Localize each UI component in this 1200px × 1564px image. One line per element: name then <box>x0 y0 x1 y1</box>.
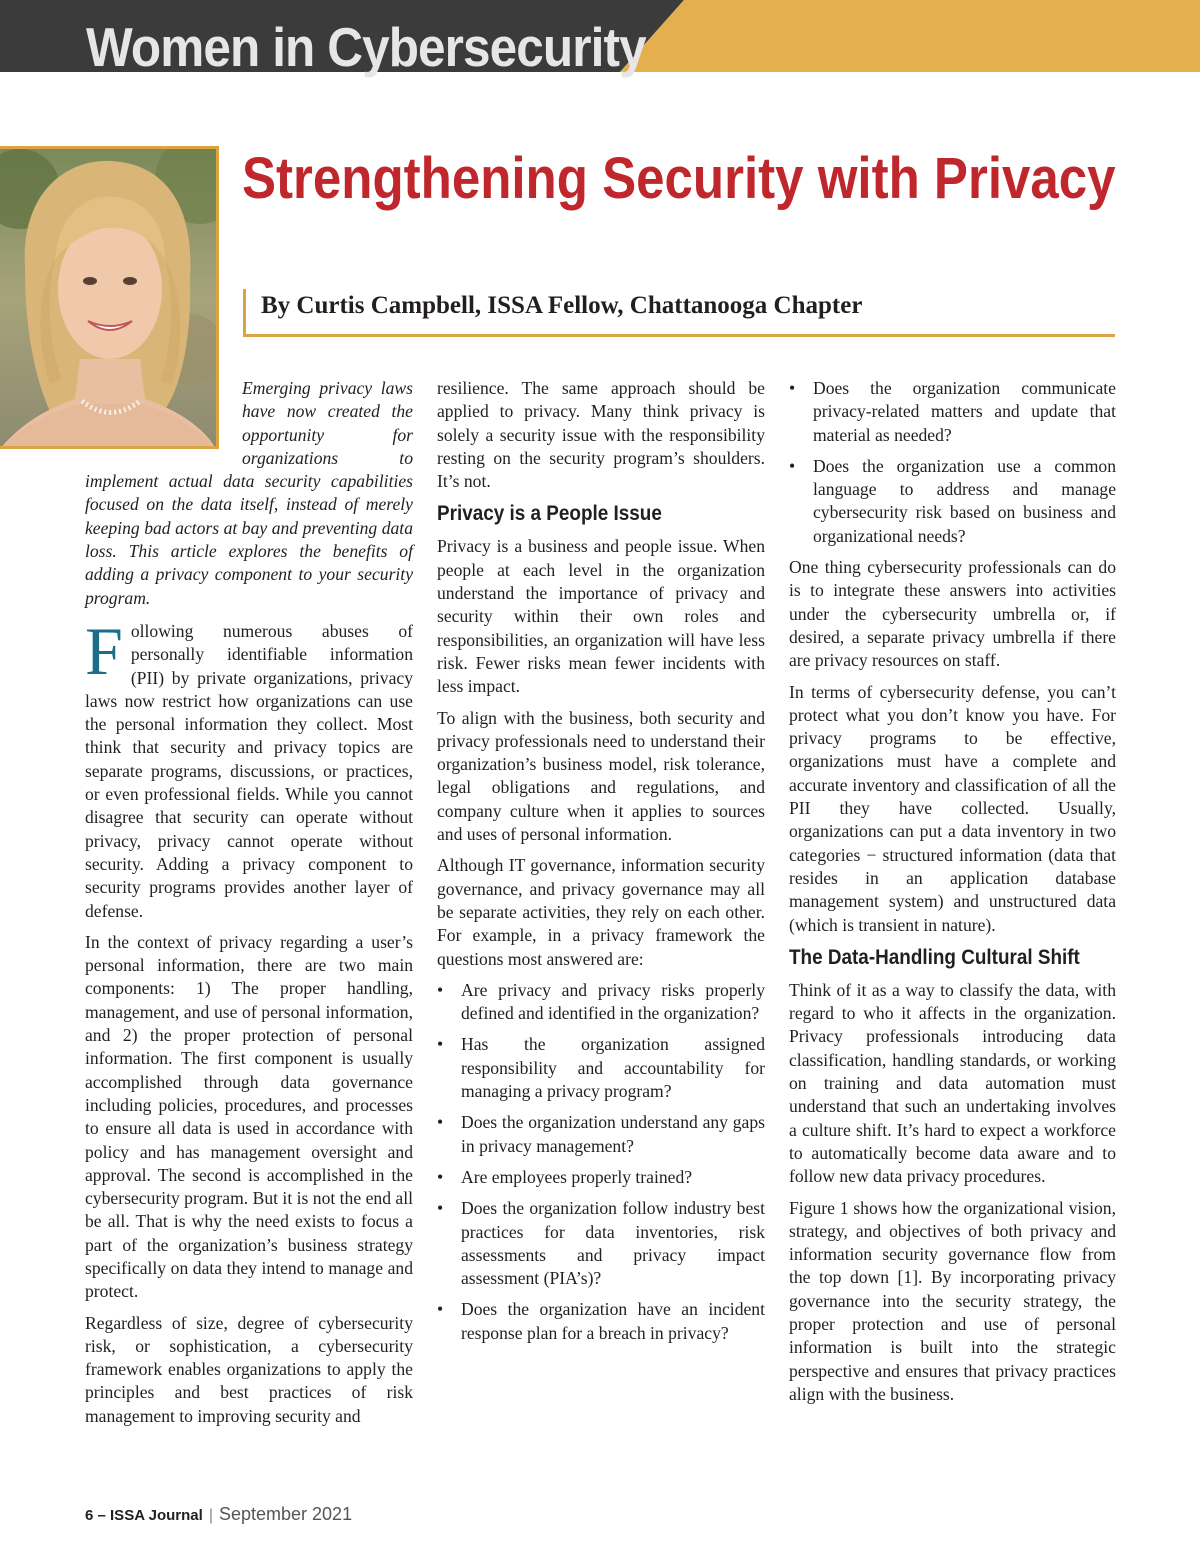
list-item: • Has the organization assigned responsibility and accountability for managing a privacy program? <box>437 1033 765 1103</box>
paragraph-1 <box>85 612 413 923</box>
paragraph-11: Figure 1 shows how the organizational vision, strategy, and objectives of both privacy and information security governance flow from the top down [1]. By incorporating privacy governance into the security strategy, the proper protection and use of personal information is built into the strategic perspective and ensures that privacy practices align with the business. <box>789 1197 1116 1404</box>
page-footer <box>85 1504 352 1525</box>
drop-cap: F <box>85 612 123 689</box>
subheading-privacy-people: Privacy is a People Issue <box>437 502 662 526</box>
paragraph-9: In terms of cybersecurity defense, you can’t protect what you don’t know you have. For privacy programs to be effective, organizations must have a complete and accurate inventory and classification of all the PII they have collected. Usually, organizations can put a data inventory in two categories − structured information (data that resides in an application database management system) and unstructured data (which is transient in nature). <box>789 681 1116 935</box>
paragraph-2: In the context of privacy regarding a user’s personal information, there are two main components: 1) The proper handling, management, and use of personal information, and 2) the proper protection of personal information. The first component is usually accomplished through data governance including policies, procedures, and processes to ensure all data is used in accordance with policy and has management oversight and approval. The second is accomplished in the cybersecurity program. But it is not the end all be all. That is why the need exists to focus a part of the organization’s business strategy specifically on data they intend to manage and protect. <box>85 931 413 1302</box>
issue-date: September 2021 <box>218 1504 353 1524</box>
paragraph-5: Privacy is a business and people issue. When people at each level in the organization understand the importance of privacy and security within their own roles and responsibilities, an organization will have less risk. Fewer risks mean fewer incidents with less impact. <box>437 536 765 697</box>
paragraph-4: resilience. The same approach should be applied to privacy. Many think privacy is solely a security issue with the responsibility resting on the security program’s shoulders. It’s not. <box>437 378 765 492</box>
subheading-data-handling: The Data-Handling Cultural Shift <box>789 945 1080 969</box>
paragraph-10: Think of it as a way to classify the data, with regard to who it affects in the organization. Privacy professionals introducing data classification, handling standards, or working on training and data automation must understand that such an undertaking involves a culture shift. It’s hard to expect a workforce to automatically become data aware and to follow new data privacy procedures. <box>789 979 1116 1187</box>
byline <box>243 289 1115 337</box>
article-title: Strengthening Security with Privacy <box>242 146 1116 211</box>
question-list <box>437 979 765 1345</box>
list-item: • Does the organization have an incident response plan for a breach in privacy? <box>437 1298 765 1345</box>
paragraph-7: Although IT governance, information security governance, and privacy governance may all be separate activities, they rely on each other. For example, in a privacy framework the questions most answered are: <box>437 855 765 969</box>
page-number: 6 – ISSA Journal <box>85 1507 203 1524</box>
article-intro: Emerging privacy laws have now created the opportunity for organizations to implement actual data security capabilities focused on the data itself, instead of merely keeping bad actors at bay and preventing data loss. This article explores the benefits of adding a privacy component to your security program. <box>85 378 413 608</box>
paragraph-8: One thing cybersecurity professionals can do is to integrate these answers into activities under the cybersecurity umbrella or, if desired, a separate privacy umbrella if there are privacy resources on staff. <box>789 557 1116 671</box>
photo-wrap-space <box>85 377 242 470</box>
article-column-1 <box>85 377 413 1436</box>
paragraph-6: To align with the business, both security and privacy professionals need to understand their organization’s business model, risk tolerance, legal obligations and regulations, and company culture when it applies to sources and uses of personal information. <box>437 707 765 845</box>
list-item: • Does the organization communicate privacy-related matters and update that material as needed? <box>789 377 1116 447</box>
list-item: • Are employees properly trained? <box>437 1166 765 1189</box>
section-title: Women in Cybersecurity <box>86 16 646 78</box>
list-item: • Does the organization follow industry best practices for data inventories, risk assessments and privacy impact assessment (PIA’s)? <box>437 1197 765 1290</box>
article-column-2 <box>437 377 765 1353</box>
article-column-3 <box>789 377 1116 1414</box>
paragraph-3: Regardless of size, degree of cybersecurity risk, or sophistication, a cybersecurity framework enables organizations to apply the principles and best practices of risk management to improving security and <box>85 1312 413 1426</box>
question-list-continued <box>789 377 1116 548</box>
list-item: • Does the organization understand any gaps in privacy management? <box>437 1111 765 1158</box>
byline-text: By Curtis Campbell, ISSA Fellow, Chattanooga Chapter <box>261 292 863 319</box>
paragraph-1-text: ollowing numerous abuses of personally identifiable information (PII) by private organizations, privacy laws now restrict how organizations can use the personal information they collect. Most think that security and privacy topics are separate programs, discussions, or practices, or even professional fields. While you cannot disagree that security can operate without privacy, privacy cannot operate without security. Adding a privacy component to security programs provides another layer of defense. <box>85 620 413 921</box>
list-item: • Does the organization use a common language to address and manage cybersecurity risk based on business and organizational needs? <box>789 455 1116 548</box>
footer-separator: | <box>208 1507 213 1524</box>
list-item: • Are privacy and privacy risks properly defined and identified in the organization? <box>437 979 765 1026</box>
